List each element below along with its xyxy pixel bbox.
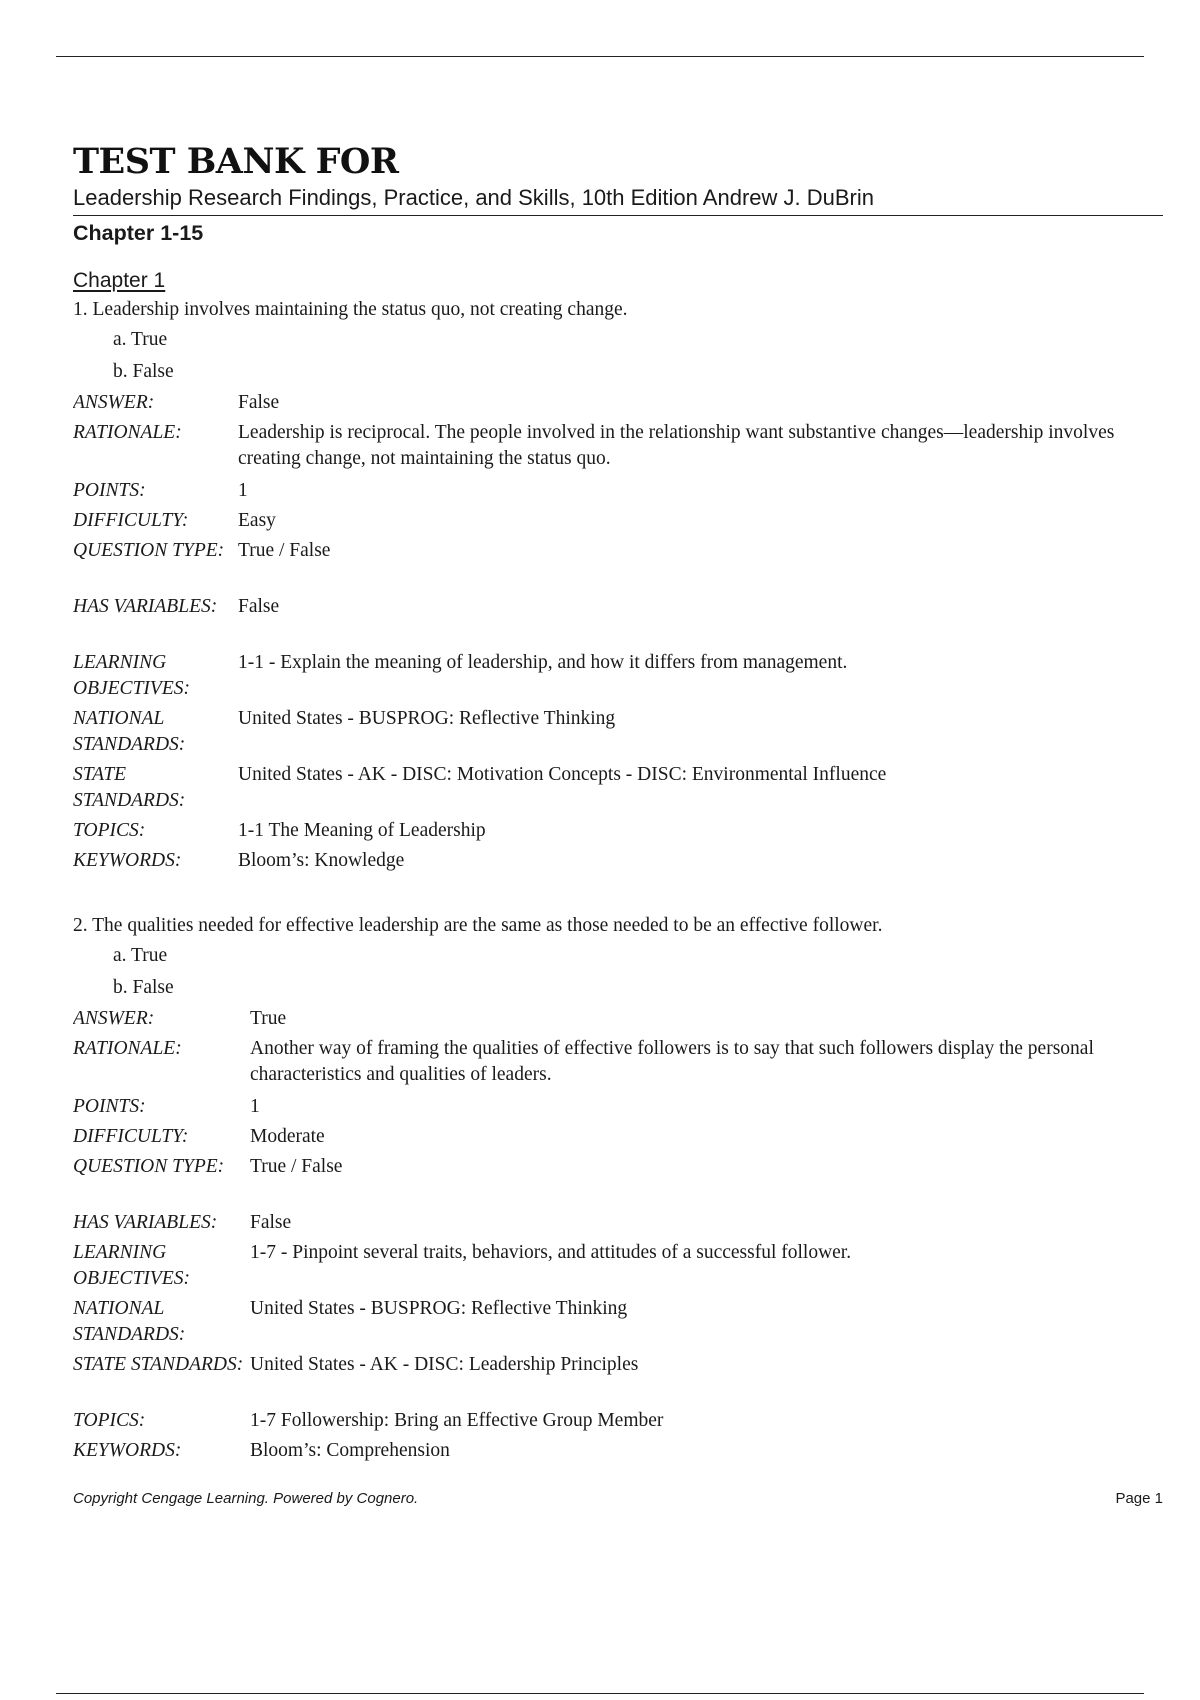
difficulty-row — [73, 508, 1163, 538]
document-header — [73, 140, 1163, 248]
difficulty-value: Easy — [238, 510, 276, 531]
rationale-label: RATIONALE: — [73, 422, 182, 443]
choice-a: a. True — [113, 329, 168, 350]
difficulty-label: DIFFICULTY: — [73, 1126, 189, 1147]
national-standards-label: NATIONAL STANDARDS: — [73, 708, 186, 755]
state-standards-label: STATE STANDARDS: — [73, 764, 186, 811]
has-variables-label: HAS VARIABLES: — [73, 1212, 218, 1233]
choice-b: b. False — [113, 361, 174, 382]
answer-row — [73, 1006, 1163, 1036]
learning-objectives-label: LEARNING OBJECTIVES: — [73, 1242, 190, 1289]
rationale-label: RATIONALE: — [73, 1038, 182, 1059]
has-variables-value: False — [238, 596, 280, 617]
learning-objectives-row — [73, 1240, 1163, 1296]
difficulty-value: Moderate — [250, 1126, 325, 1147]
question-type-row — [73, 1154, 1163, 1210]
page-number: Page 1 — [1115, 1490, 1163, 1507]
has-variables-row — [73, 594, 1163, 650]
rationale-value: Another way of framing the qualities of effective followers is to say that such followers display the personal characteristics and qualities of leaders. — [250, 1038, 1094, 1085]
choice-a: a. True — [113, 945, 168, 966]
topics-label: TOPICS: — [73, 820, 146, 841]
keywords-value: Bloom’s: Knowledge — [238, 850, 405, 871]
keywords-label: KEYWORDS: — [73, 850, 182, 871]
keywords-label: KEYWORDS: — [73, 1440, 182, 1461]
question-type-row — [73, 538, 1163, 594]
topics-row — [73, 1408, 1163, 1438]
points-label: POINTS: — [73, 480, 146, 501]
state-standards-row — [73, 762, 1163, 818]
points-value: 1 — [238, 480, 248, 501]
question-type-value: True / False — [250, 1156, 343, 1177]
points-row — [73, 1094, 1163, 1124]
document-subtitle: Leadership Research Findings, Practice, and Skills, 10th Edition Andrew J. DuBrin — [73, 184, 1163, 216]
state-standards-label: STATE STANDARDS: — [73, 1354, 244, 1375]
has-variables-value: False — [250, 1212, 292, 1233]
question-type-label: QUESTION TYPE: — [73, 540, 225, 561]
rationale-row — [73, 1036, 1163, 1094]
question-stem: 1. Leadership involves maintaining the status quo, not creating change. — [73, 299, 628, 320]
question-2 — [73, 912, 1163, 1468]
copyright-text: Copyright Cengage Learning. Powered by Cognero. — [73, 1490, 419, 1507]
chapter-heading: Chapter 1 — [73, 269, 166, 292]
keywords-row — [73, 1438, 1163, 1468]
has-variables-row — [73, 1210, 1163, 1240]
bottom-rule — [56, 1693, 1144, 1694]
answer-value: True — [250, 1008, 287, 1029]
chapters-range: Chapter 1-15 — [73, 221, 204, 245]
national-standards-value: United States - BUSPROG: Reflective Thinking — [238, 708, 616, 729]
topics-value: 1-1 The Meaning of Leadership — [238, 820, 486, 841]
topics-value: 1-7 Followership: Bring an Effective Group Member — [250, 1410, 664, 1431]
learning-objectives-row — [73, 650, 1163, 706]
rationale-row — [73, 420, 1163, 478]
question-1 — [73, 296, 1163, 878]
learning-objectives-value: 1-1 - Explain the meaning of leadership, and how it differs from management. — [238, 652, 848, 673]
learning-objectives-label: LEARNING OBJECTIVES: — [73, 652, 190, 699]
topics-label: TOPICS: — [73, 1410, 146, 1431]
points-value: 1 — [250, 1096, 260, 1117]
national-standards-row — [73, 706, 1163, 762]
difficulty-label: DIFFICULTY: — [73, 510, 189, 531]
choice-b: b. False — [113, 977, 174, 998]
has-variables-label: HAS VARIABLES: — [73, 596, 218, 617]
question-stem: 2. The qualities needed for effective leadership are the same as those needed to be an effective follower. — [73, 915, 883, 936]
keywords-row — [73, 848, 1163, 878]
national-standards-label: NATIONAL STANDARDS: — [73, 1298, 186, 1345]
points-label: POINTS: — [73, 1096, 146, 1117]
answer-label: ANSWER: — [73, 392, 155, 413]
national-standards-value: United States - BUSPROG: Reflective Thinking — [250, 1298, 628, 1319]
learning-objectives-value: 1-7 - Pinpoint several traits, behaviors, and attitudes of a successful follower. — [250, 1242, 852, 1263]
points-row — [73, 478, 1163, 508]
rationale-value: Leadership is reciprocal. The people involved in the relationship want substantive changes—leadership involves creating change, not maintaining the status quo. — [238, 422, 1115, 469]
state-standards-value: United States - AK - DISC: Leadership Principles — [250, 1354, 639, 1375]
document-title: TEST BANK FOR — [73, 141, 399, 182]
topics-row — [73, 818, 1163, 848]
national-standards-row — [73, 1296, 1163, 1352]
question-type-value: True / False — [238, 540, 331, 561]
answer-label: ANSWER: — [73, 1008, 155, 1029]
state-standards-value: United States - AK - DISC: Motivation Concepts - DISC: Environmental Influence — [238, 764, 887, 785]
answer-row — [73, 390, 1163, 420]
answer-value: False — [238, 392, 280, 413]
page-footer — [73, 1489, 1163, 1509]
question-type-label: QUESTION TYPE: — [73, 1156, 225, 1177]
top-rule — [56, 56, 1144, 57]
state-standards-row — [73, 1352, 1163, 1408]
keywords-value: Bloom’s: Comprehension — [250, 1440, 450, 1461]
difficulty-row — [73, 1124, 1163, 1154]
